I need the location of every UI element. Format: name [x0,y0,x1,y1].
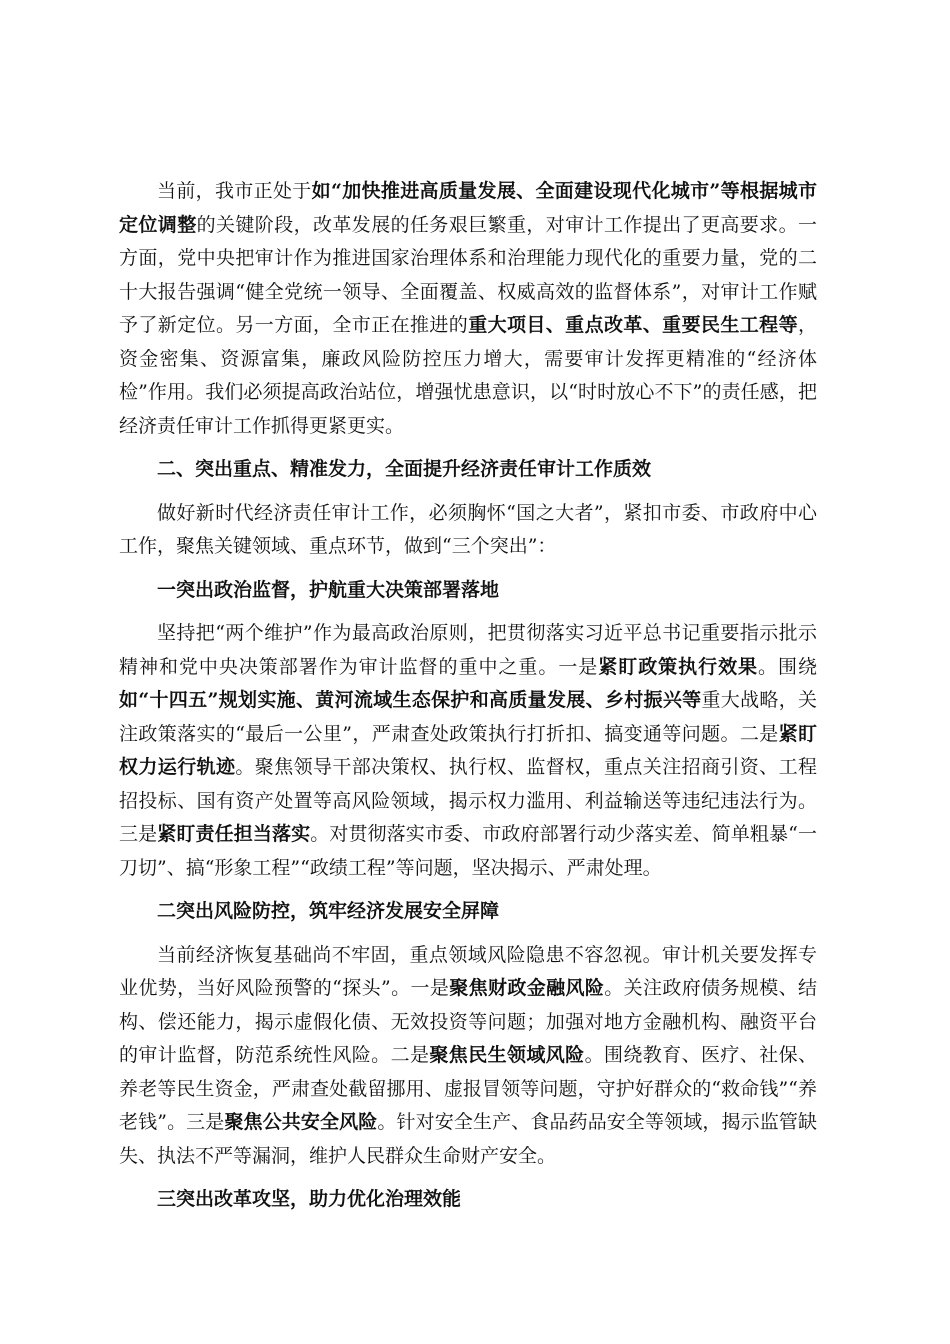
paragraph-context [119,175,817,443]
bold-text-run: 紧盯权力运行轨迹 [119,722,817,778]
text-run: 。围绕教育、医疗、社保、养老等民生资金，严肃查处截留挪用、虚报冒领等问题，守护好群众的“救命钱”“养老钱”。三是 [119,1044,817,1133]
paragraph-political-supervision [119,617,817,885]
text-run: 。对贯彻落实市委、市政府部署行动少落实差、简单粗暴“一刀切”、搞“形象工程”“政绩工程”等问题，坚决揭示、严肃处理。 [119,823,817,879]
text-run: 。围绕 [758,655,817,678]
text-run: 。针对安全生产、食品药品安全等领域，揭示监管缺失、执法不严等漏洞，维护人民群众生命财产安全。 [119,1111,817,1167]
bold-text-run: 聚焦财政金融风险 [449,977,605,999]
text-run: 。关注政府债务规模、结构、偿还能力，揭示虚假化债、无效投资等问题；加强对地方金融机构、融资平台的审计监督，防范系统性风险。二是 [119,977,817,1066]
section-heading-2: 二、突出重点、精准发力，全面提升经济责任审计工作质效 [157,458,652,480]
bold-text-run: 聚焦民生领域风险 [429,1044,585,1066]
text-run: 坚持把“两个维护”作为最高政治原则，把贯彻落实习近平总书记重要指示批示精神和党中央决策部署作为审计监督的重中之重。一是 [119,622,817,678]
text-run: 的关键阶段，改革发展的任务艰巨繁重，对审计工作提出了更高要求。一方面，党中央把审计作为推进国家治理体系和治理能力现代化的重要力量，党的二十大报告强调“健全党统一领导、全面覆盖、权威高效的监督体系”，对审计工作赋予了新定位。另一方面，全市正在推进的 [119,213,817,336]
text-run: 当前，我市正处于 [157,180,312,202]
bold-text-run: 如“加快推进高质量发展、全面建设现代化城市”等根据城市定位调整 [119,180,817,236]
text-run: 重大战略，关注政策落实的“最后一公里”，严肃查处政策执行打折扣、搞变通等问题。二是 [119,689,817,745]
paragraph-intro: 做好新时代经济责任审计工作，必须胸怀“国之大者”，紧扣市委、市政府中心工作，聚焦关键领域、重点环节，做到“三个突出”： [119,501,817,557]
subheading-political-supervision: 一突出政治监督，护航重大决策部署落地 [157,578,500,601]
bold-text-run: 紧盯责任担当落实 [157,823,311,845]
text-run: 当前经济恢复基础尚不牢固，重点领域风险隐患不容忽视。审计机关要发挥专业优势，当好风险预警的“探头”。一是 [119,943,817,999]
bold-text-run: 重大项目、重点改革、重要民生工程等 [468,314,798,336]
text-run: 。聚焦领导干部决策权、执行权、监督权，重点关注招商引资、工程招投标、国有资产处置等高风险领域，揭示权力滥用、利益输送等违纪违法行为。三是 [119,756,817,845]
subheading-reform: 三突出改革攻坚，助力优化治理效能 [157,1188,462,1210]
paragraph-risk-control [119,939,817,1174]
subheading-risk-control: 二突出风险防控，筑牢经济发展安全屏障 [157,900,500,922]
bold-text-run: 聚焦公共安全风险 [224,1111,378,1133]
bold-text-run: 紧盯政策执行效果 [598,655,759,678]
document-body [119,175,817,1227]
bold-text-run: 如“十四五”规划实施、黄河流域生态保护和高质量发展、乡村振兴等 [119,689,702,711]
text-run: ，资金密集、资源富集，廉政风险防控压力增大，需要审计发挥更精准的“经济体检”作用。我们必须提高政治站位，增强忧患意识，以“时时放心不下”的责任感，把经济责任审计工作抓得更紧更实。 [119,314,817,437]
